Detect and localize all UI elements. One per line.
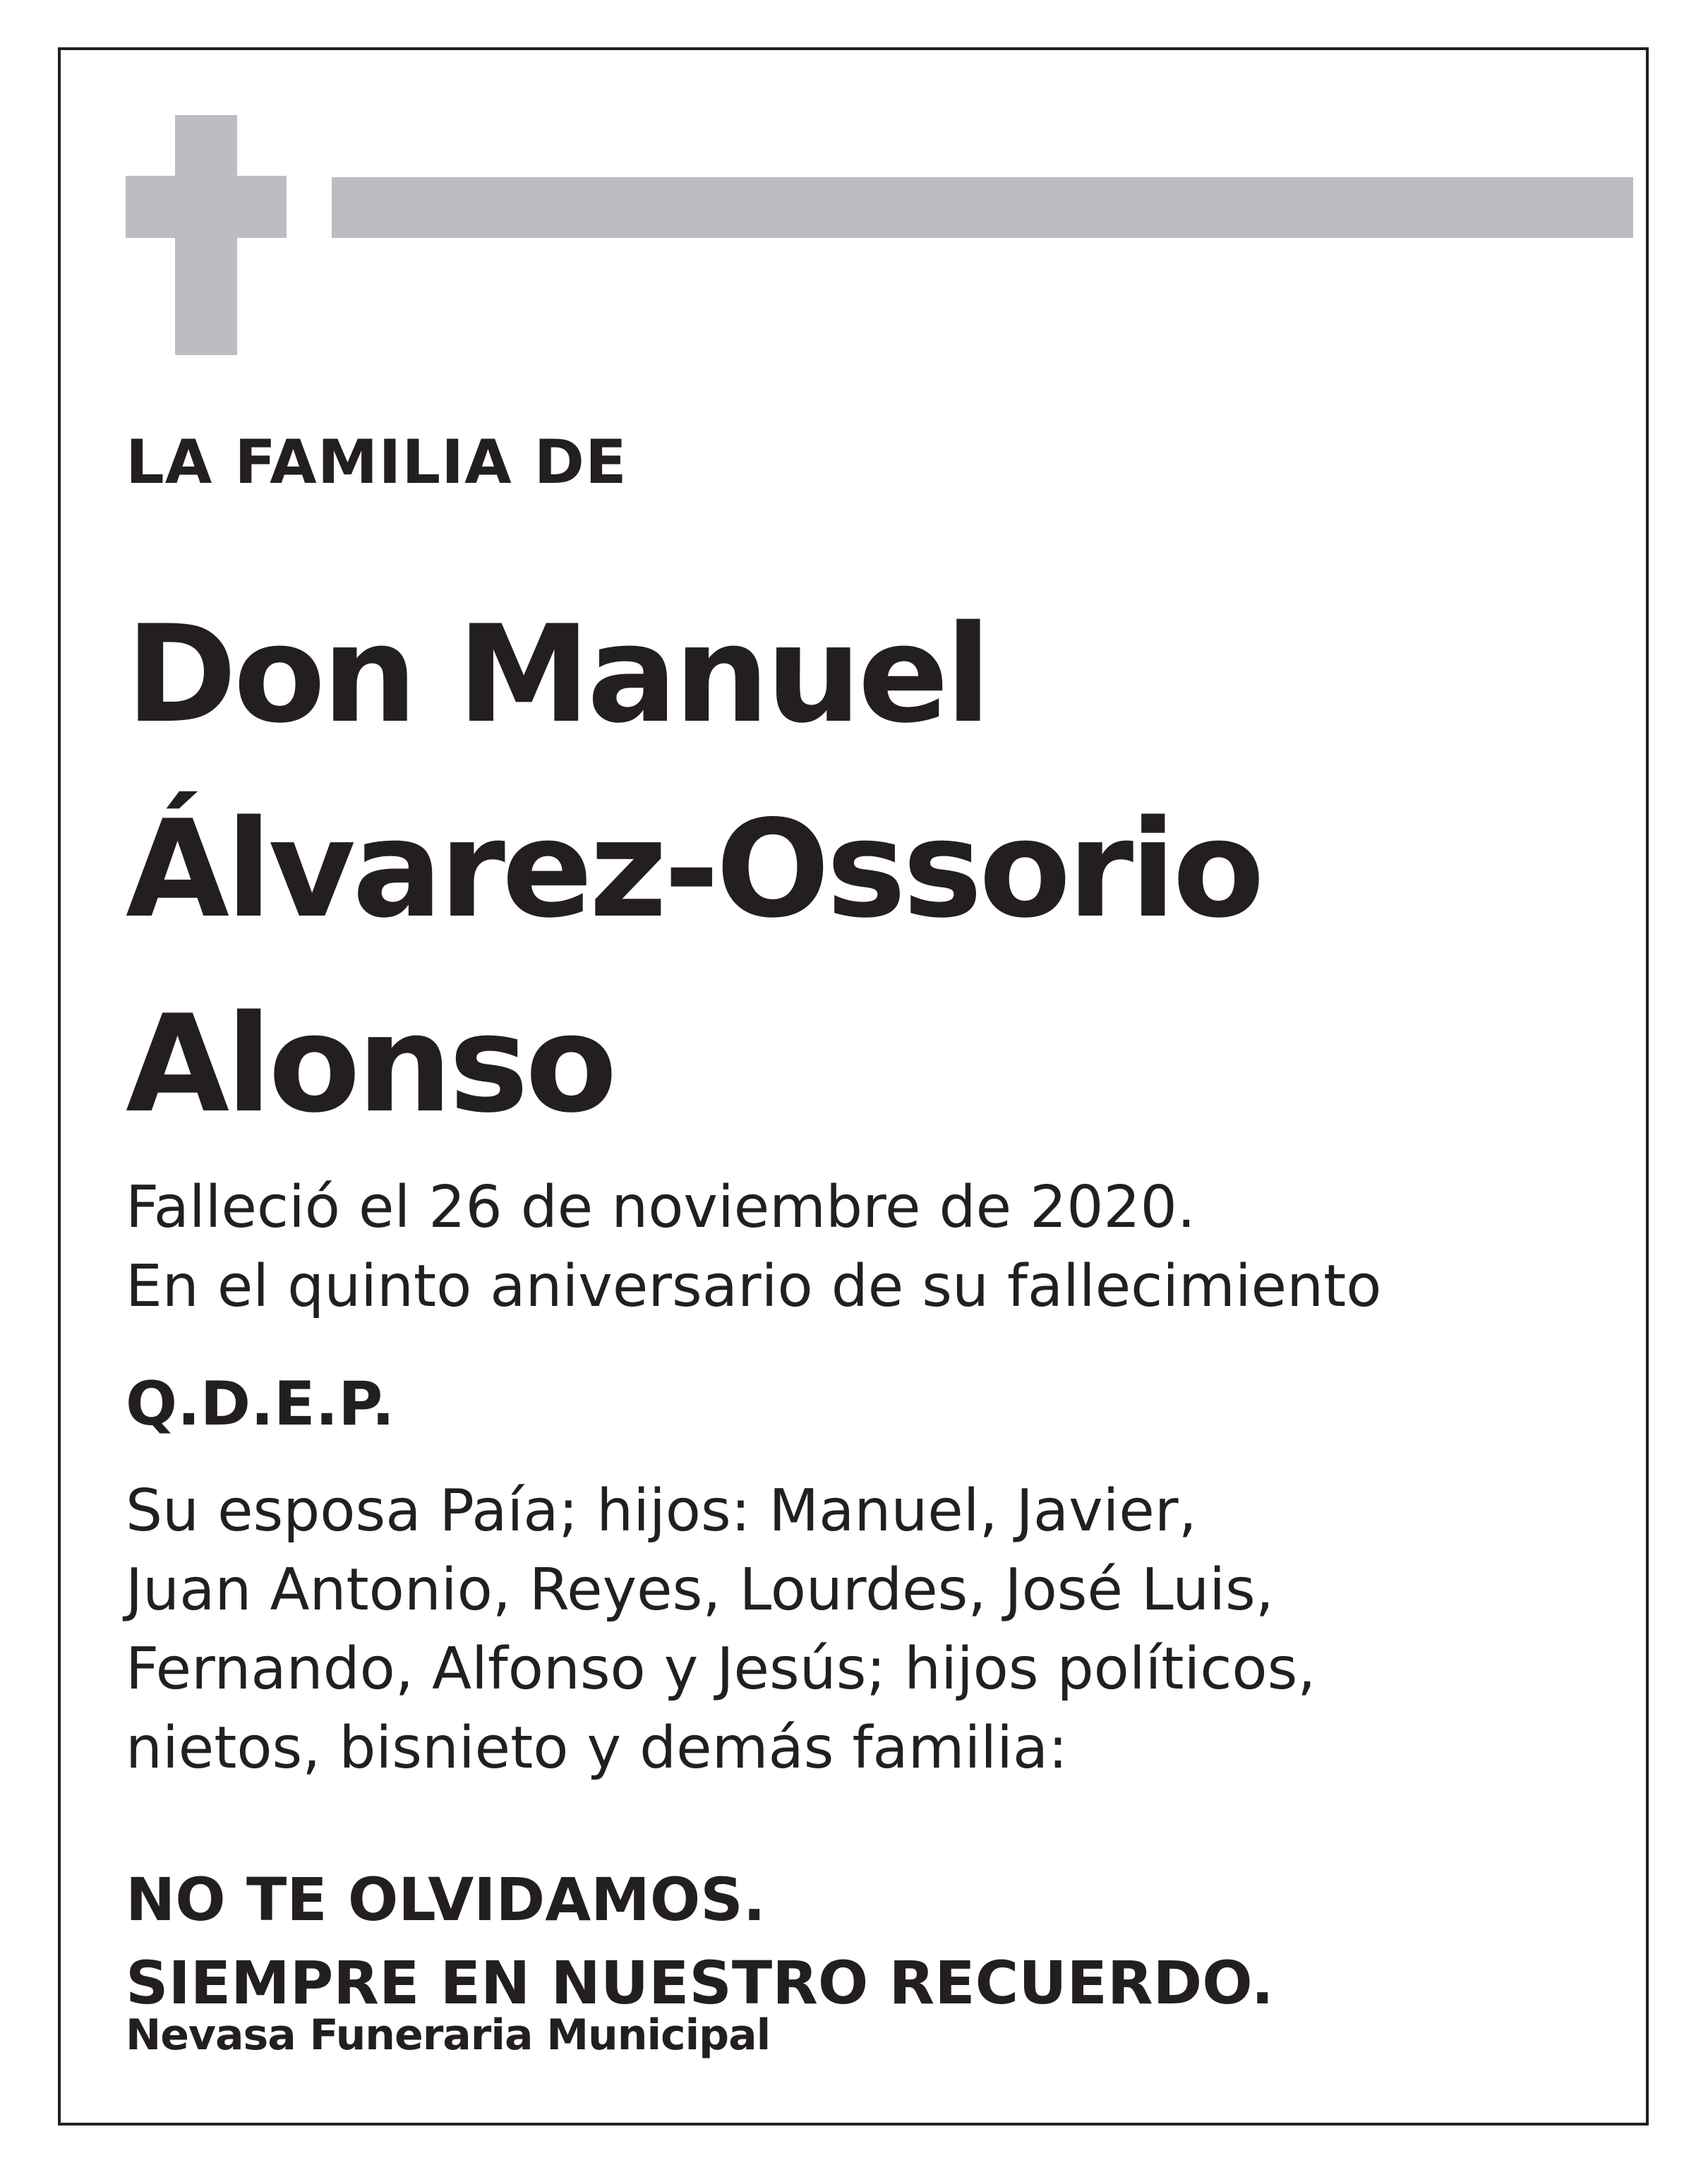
- deceased-name: [126, 577, 1261, 1162]
- closing-message: [126, 1858, 1274, 2025]
- closing-line: NO TE OLVIDAMOS.: [126, 1865, 766, 1934]
- family-line: Fernando, Alfonso y Jesús; hijos políticos,: [126, 1636, 1316, 1703]
- header-rule: [332, 177, 1633, 238]
- name-line: Álvarez-Ossorio: [126, 791, 1261, 947]
- family-line: Su esposa Paía; hijos: Manuel, Javier,: [126, 1477, 1197, 1545]
- family-line: Juan Antonio, Reyes, Lourdes, José Luis,: [126, 1557, 1274, 1624]
- death-notice: [126, 1168, 1381, 1326]
- family-line: nietos, bisnieto y demás familia:: [126, 1715, 1068, 1782]
- anniversary-line: En el quinto aniversario de su fallecimiento: [126, 1253, 1382, 1320]
- family-list: [126, 1472, 1316, 1788]
- intro-heading: LA FAMILIA DE: [126, 427, 627, 498]
- name-line: Don Manuel: [126, 597, 988, 753]
- name-line: Alonso: [126, 986, 614, 1142]
- qdep-label: Q.D.E.P.: [126, 1369, 395, 1439]
- death-date-line: Falleció el 26 de noviembre de 2020.: [126, 1174, 1196, 1241]
- closing-line: SIEMPRE EN NUESTRO RECUERDO.: [126, 1948, 1274, 2018]
- funeral-home: Nevasa Funeraria Municipal: [126, 2010, 771, 2060]
